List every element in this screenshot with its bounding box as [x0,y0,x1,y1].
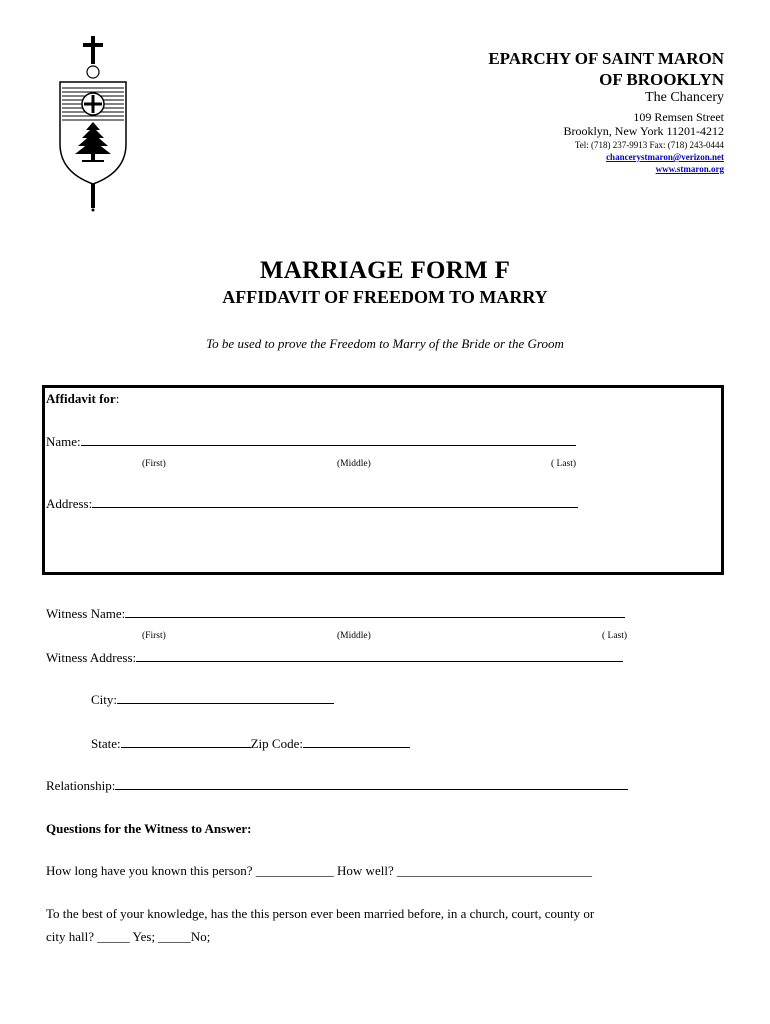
state-label: State: [91,736,121,751]
name-row [46,433,576,450]
state-field[interactable] [121,735,251,748]
state-zip-row [91,735,410,752]
affidavit-for-colon: : [115,391,120,406]
address-label: Address: [46,496,93,511]
name-middle-caption: (Middle) [337,459,371,469]
eparchy-coat-of-arms-icon [56,34,132,214]
org-name-line1: EPARCHY OF SAINT MARON [488,49,724,68]
relationship-field[interactable] [115,777,628,790]
question-how-long-row [46,863,592,879]
questions-heading: Questions for the Witness to Answer: [46,821,252,836]
name-last-caption: ( Last) [551,459,577,469]
witness-first-caption: (First) [142,631,166,641]
witness-address-field[interactable] [136,649,623,662]
affidavit-for-label: Affidavit for [46,391,116,406]
name-label: Name: [46,434,81,449]
phone-fax: Tel: (718) 237-9913 Fax: (718) 243-0444 [574,140,724,150]
relationship-row [46,777,628,794]
org-name-line2: OF BROOKLYN [599,70,724,89]
witness-name-label: Witness Name: [46,606,126,621]
form-instruction: To be used to prove the Freedom to Marry of the Bride or the Groom [206,336,564,351]
relationship-label: Relationship: [46,778,116,793]
witness-address-row [46,649,623,666]
affidavit-box [42,385,724,575]
city-label: City: [91,692,118,707]
chancery-label: The Chancery [645,90,724,105]
street-address: 109 Remsen Street [633,110,724,124]
address-row [46,495,578,512]
email-link[interactable]: chancerystmaron@verizon.net [606,152,724,162]
city-address: Brooklyn, New York 11201-4212 [563,124,724,138]
form-title: MARRIAGE FORM F [259,257,511,284]
witness-address-label: Witness Address: [46,650,137,665]
witness-name-field[interactable] [125,605,625,618]
zip-field[interactable] [303,735,410,748]
form-subtitle: AFFIDAVIT OF FREEDOM TO MARRY [222,287,548,307]
witness-name-row [46,605,625,622]
witness-last-caption: ( Last) [602,631,628,641]
question-married-before-line2: city hall? _____ Yes; _____No; [46,929,211,944]
name-first-caption: (First) [142,459,166,469]
witness-middle-caption: (Middle) [337,631,371,641]
zip-label: Zip Code: [250,736,303,751]
website-link[interactable]: www.stmaron.org [655,164,724,174]
question-married-before-line1: To the best of your knowledge, has the this person ever been married before, in a church, court, county or [46,906,595,921]
address-field[interactable] [92,495,578,508]
name-field[interactable] [81,433,576,446]
question-how-long: How long have you known this person? ____________ [46,863,338,878]
affidavit-for-heading [46,391,119,407]
question-how-well: How well? ______________________________ [337,863,592,878]
city-row [91,691,334,708]
city-field[interactable] [117,691,334,704]
